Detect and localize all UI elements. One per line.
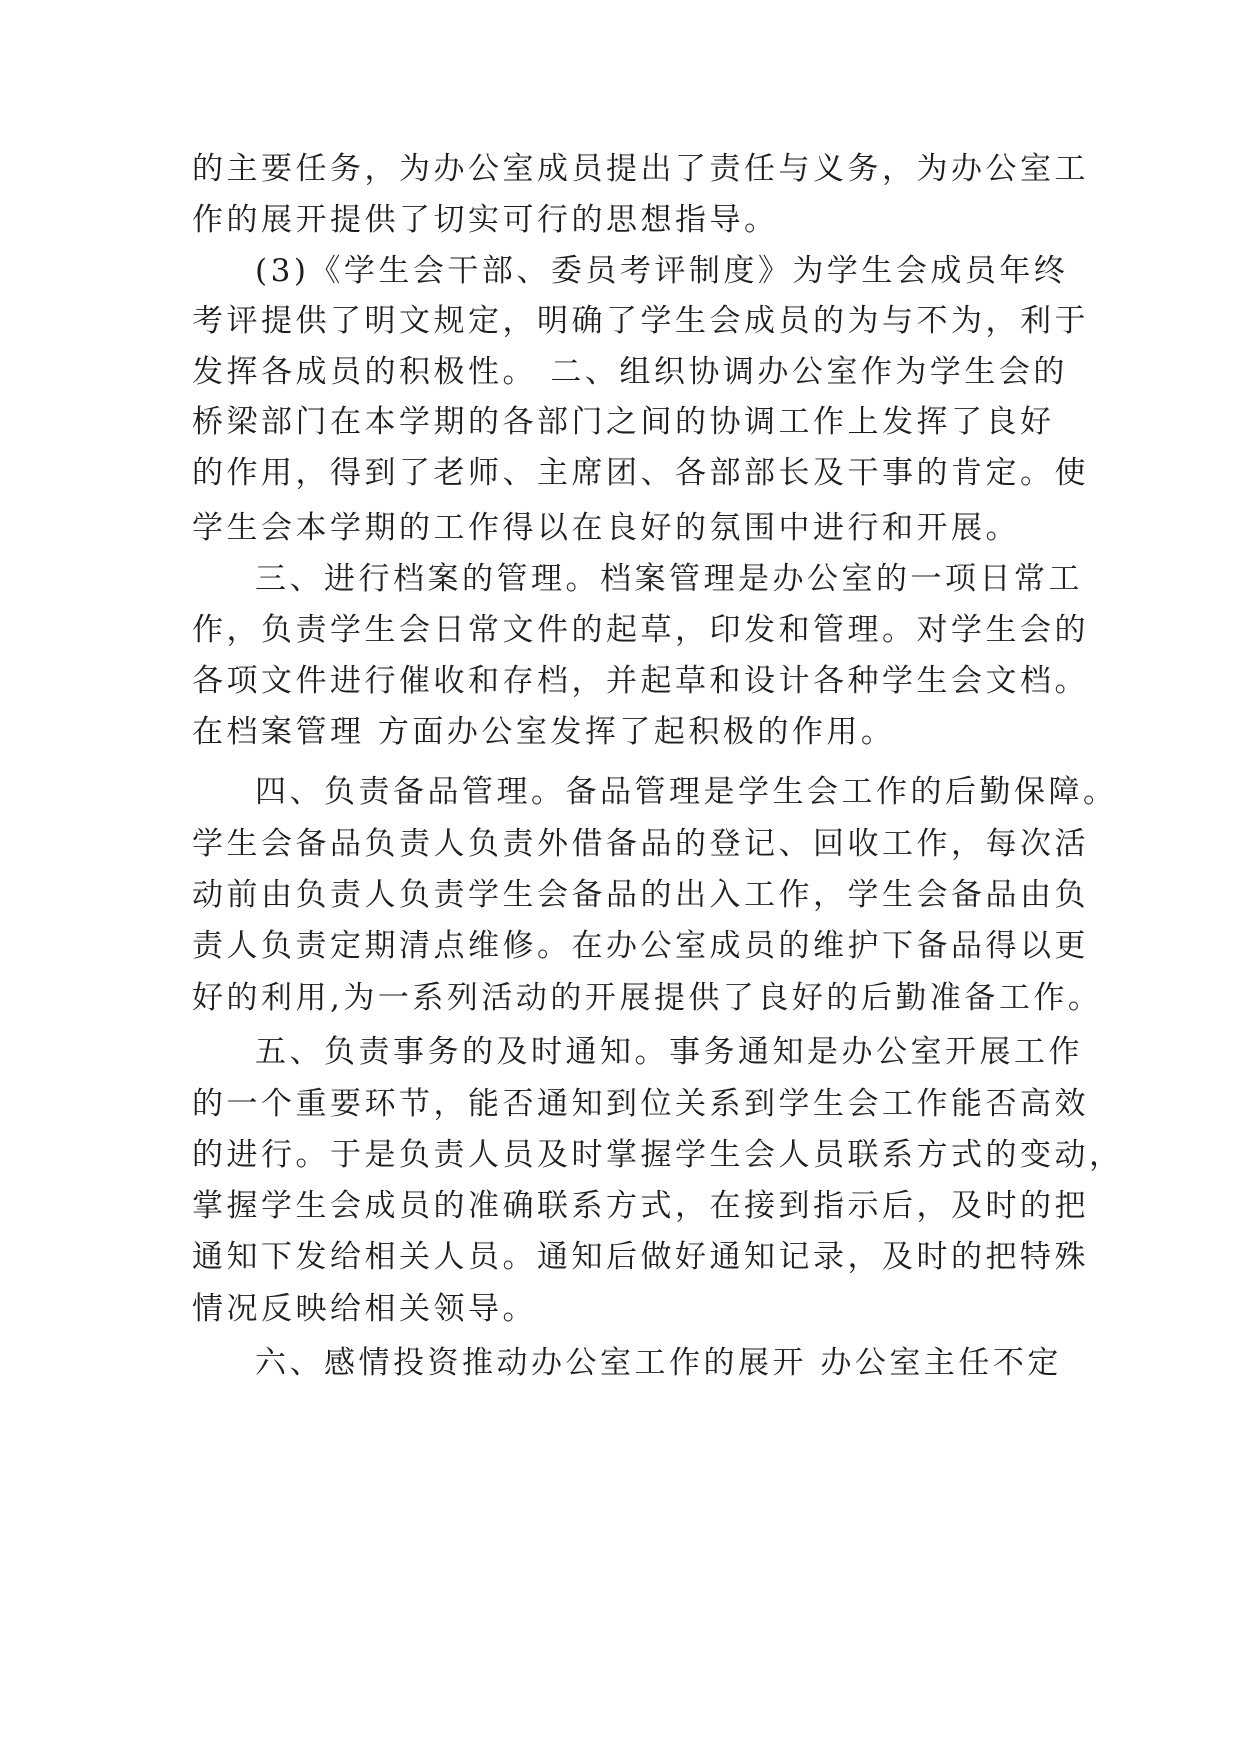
text-line: 三、进行档案的管理。档案管理是办公室的一项日常工 xyxy=(255,561,1083,597)
text-line: 的主要任务，为办公室成员提出了责任与义务，为办公室工 xyxy=(192,151,1089,187)
text-line: 的进行。于是负责人员及时掌握学生会人员联系方式的变动， xyxy=(192,1137,1124,1173)
text-line: 责人负责定期清点维修。在办公室成员的维护下备品得以更 xyxy=(192,928,1089,964)
text-line: 学生会本学期的工作得以在良好的氛围中进行和开展。 xyxy=(192,510,1020,546)
text-line: 情况反映给相关领导。 xyxy=(192,1291,537,1327)
text-line: 学生会备品负责人负责外借备品的登记、回收工作，每次活 xyxy=(192,826,1089,862)
text-line: 掌握学生会成员的准确联系方式，在接到指示后，及时的把 xyxy=(192,1188,1089,1224)
text-line: 的一个重要环节，能否通知到位关系到学生会工作能否高效 xyxy=(192,1086,1089,1122)
text-line: 六、感情投资推动办公室工作的展开 办公室主任不定 xyxy=(255,1345,1062,1381)
text-line: 五、负责事务的及时通知。事务通知是办公室开展工作 xyxy=(255,1034,1083,1070)
text-line: 各项文件进行催收和存档，并起草和设计各种学生会文档。 xyxy=(192,663,1089,699)
text-line: 作，负责学生会日常文件的起草，印发和管理。对学生会的 xyxy=(192,612,1089,648)
text-line: 发挥各成员的积极性。 二、组织协调办公室作为学生会的 xyxy=(192,354,1068,390)
text-line: 好的利用,为一系列活动的开展提供了良好的后勤准备工作。 xyxy=(192,980,1103,1016)
text-line: 四、负责备品管理。备品管理是学生会工作的后勤保障。 xyxy=(255,774,1118,810)
text-line: 作的展开提供了切实可行的思想指导。 xyxy=(192,202,779,238)
text-line: 在档案管理 方面办公室发挥了起积极的作用。 xyxy=(192,714,896,750)
text-line: 桥梁部门在本学期的各部门之间的协调工作上发挥了良好 xyxy=(192,404,1055,440)
text-line: 考评提供了明文规定，明确了学生会成员的为与不为，利于 xyxy=(192,303,1089,339)
text-line: 的作用，得到了老师、主席团、各部部长及干事的肯定。使 xyxy=(192,455,1089,491)
text-line: 动前由负责人负责学生会备品的出入工作，学生会备品由负 xyxy=(192,877,1089,913)
text-line: (3)《学生会干部、委员考评制度》为学生会成员年终 xyxy=(255,253,1069,289)
text-line: 通知下发给相关人员。通知后做好通知记录，及时的把特殊 xyxy=(192,1239,1089,1275)
